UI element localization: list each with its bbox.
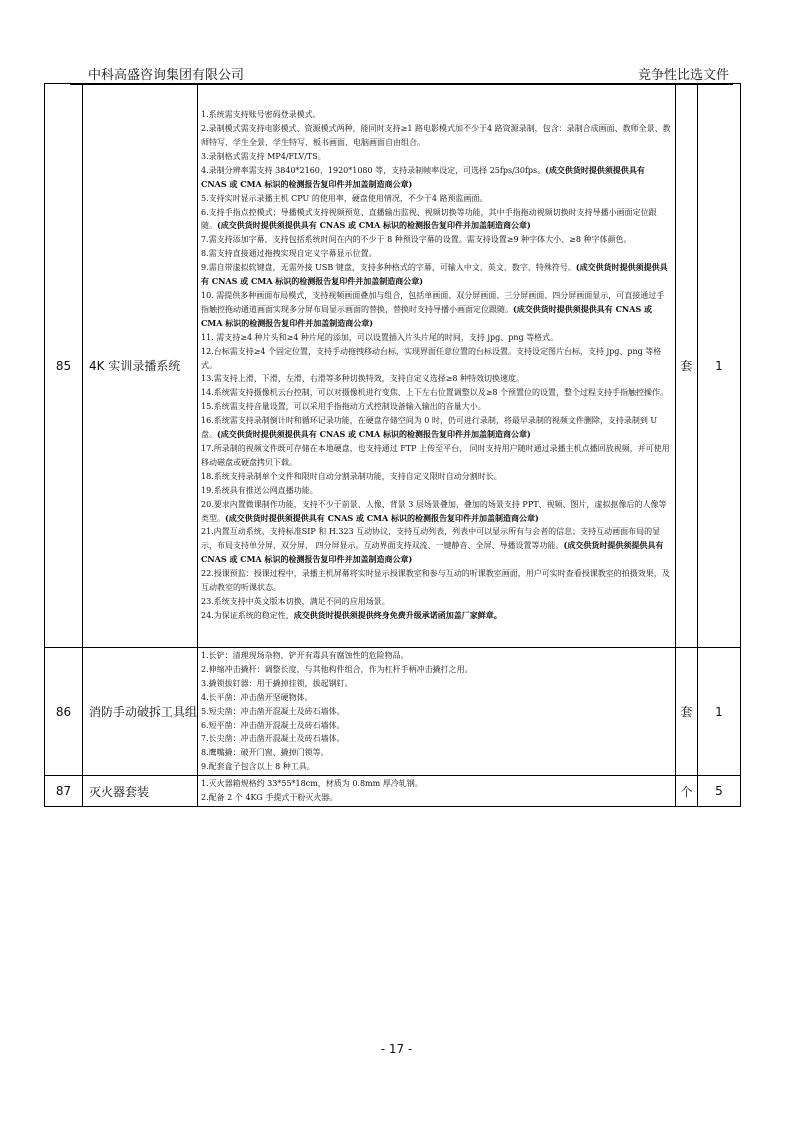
spec-text: 15.系统需支持音量设置，可以采用手指拖动方式控制设备输入输出的音量大小。 [201,402,486,412]
spec-line [201,122,672,150]
spec-text: 2.伸缩冲击撬杆：调整长度，与其他构件组合，作为杠杆手柄冲击撬打之用。 [201,664,473,674]
spec-line [201,705,672,719]
item-quantity: 1 [698,648,741,776]
spec-line [201,777,672,791]
spec-text: 9.需自带虚拟软键盘，无需外接 USB 键盘，支持多种格式的字幕，可输入中文、英文、数字、特殊符号。 [201,263,576,273]
spec-line [201,567,672,595]
spec-table [44,83,741,807]
item-unit: 套 [676,648,698,776]
spec-requirement-note: (成交供货时提供须提供具有 CNAS 或 CMA 标识的检测报告复印件并加盖制造商公章) [217,220,531,231]
item-quantity: 1 [698,84,741,648]
item-unit: 个 [676,776,698,807]
spec-line [201,498,672,526]
spec-line [201,345,672,373]
item-name: 消防手动破拆工具组 [83,648,198,776]
spec-text: 9.配套盒子包含以上 8 种工具。 [201,762,315,772]
spec-requirement-note: 成交供货时提供须提供终身免费升级承诺函加盖厂家鲜章。 [293,609,502,620]
spec-text: 12.台标需支持≥4 个固定位置，支持手动拖拽移动台标，实现界面任意位置的台标设置。支持设定图片台标，支持 jpg、png 等格式。 [201,346,662,370]
item-quantity: 5 [698,776,741,807]
row-number: 86 [45,648,83,776]
spec-line [201,732,672,746]
spec-line [201,150,672,164]
spec-text: 1.长铲：清理现场杂物，铲开有毒具有腐蚀性的危险物品。 [201,651,409,660]
spec-text: 20.要求内置微课制作功能，支持不少于前景、人像、背景 3 层场景叠加，叠加的场景支持 PPT、视频、图片，虚拟抠像后的人像等类型。 [201,499,667,523]
row-number: 87 [45,776,83,807]
spec-text: 5.支持实时显示录播主机 CPU 的使用率，硬盘使用情况，不少于4 路预监画面。 [201,193,488,203]
spec-requirement-note: (成交供货时提供须提供具有 CNAS 或 CMA 标识的检测报告复印件并加盖制造商公章) [225,512,539,523]
spec-line [201,760,672,774]
spec-requirement-note: (成交供货时提供须提供具有 CNAS 或 CMA 标识的检测报告复印件并加盖制造商公章) [201,164,645,189]
page-header [70,64,733,85]
table-row [45,776,741,807]
spec-requirement-note: (成交供货时提供须提供具有 CNAS 或 CMA 标识的检测报告复印件并加盖制造商公章) [201,262,668,287]
spec-text: 17.所录制的视频文件既可存储在本地硬盘，也支持通过 FTP 上传至平台， 同时支持用户随时通过录播主机点播回放视频，并可使用移动磁盘或硬盘拷贝下载。 [201,443,670,467]
spec-text: 7.需支持添加字幕，支持包括系统时间在内的不少于 8 种预设字幕的设置。需支持设置≥9 种字体大小、≥8 种字体颜色。 [201,235,632,245]
spec-line [201,164,672,192]
spec-line [201,791,672,805]
spec-line [201,206,672,234]
spec-line [201,247,672,261]
spec-line [201,414,672,442]
spec-line [201,663,672,677]
spec-line [201,331,672,345]
spec-text: 2.配备 2 个 4KG 手提式干粉灭火器。 [201,793,338,803]
page-number: - 17 - [380,1042,413,1056]
spec-text: 22.授课预监：授课过程中，录播主机屏幕将实时显示授课教室和参与互动的听课教室画面，用户可实时查看授课教室的拍摄效果，及互动教室的听课状态。 [201,569,670,593]
spec-line [201,192,672,206]
company-name: 中科高盛咨询集团有限公司 [88,68,245,83]
spec-line [201,108,672,122]
spec-line [201,719,672,733]
spec-line [201,525,672,567]
spec-text: 3.撬锁拔钉器：用于撬掉挂锁，拔起钢钉。 [201,678,353,688]
spec-text: 16.系统需支持录制倒计时和循环记录功能，在硬盘存储空间为 0 时，仍可进行录制，将最早录制的视频文件删除，支持录制到 U 盘。 [201,416,658,440]
spec-text: 1.灭火器箱规格约 33*55*18cm，材质为 0.8mm 厚冷轧钢。 [201,779,423,789]
item-specs [198,84,676,648]
spec-text: 14.系统需支持摄像机云台控制，可以对摄像机进行变焦、上下左右位置调整以及≥8 个预置位的设置，整个过程支持手指触控操作。 [201,388,669,398]
table-row [45,648,741,776]
spec-requirement-note: (成交供货时提供须提供具有 CNAS 或 CMA 标识的检测报告复印件并加盖制造商公章) [217,429,531,440]
item-name: 4K 实训录播系统 [83,84,198,648]
document-title: 竞争性比选文件 [637,68,729,83]
item-name: 灭火器套装 [83,776,198,807]
spec-line [201,470,672,484]
item-specs [198,776,676,807]
spec-text: 11. 需支持≥4 种片头和≥4 种片尾的添加，可以设置插入片头片尾的时间，支持 jpg、png 等格式。 [201,332,559,342]
spec-text: 3.录制格式需支持 MP4/FLV/TS。 [201,151,326,161]
spec-line [201,233,672,247]
spec-line [201,595,672,609]
spec-line [201,746,672,760]
spec-text: 19.系统具有推送公网直播功能。 [201,485,318,495]
spec-line [201,372,672,386]
item-unit: 套 [676,84,698,648]
spec-text: 1.系统需支持账号密码登录模式。 [201,110,321,120]
spec-text: 4.录制分辨率需支持 3840*2160、1920*1080 等，支持录制帧率设定，可选择 25fps/30fps。 [201,165,546,175]
spec-text: 7.长尖凿：冲击凿开混凝土及砖石墙体。 [201,734,345,744]
spec-line [201,400,672,414]
spec-text: 8.需支持直接通过拖拽实现自定义字幕显示位置。 [201,249,377,259]
spec-text: 5.短尖凿：冲击凿开混凝土及砖石墙体。 [201,706,345,716]
spec-line [201,386,672,400]
item-specs [198,648,676,776]
spec-text: 23.系统支持中英文版本切换，满足不同的应用场景。 [201,596,390,606]
spec-line [201,289,672,331]
spec-requirement-note: (成交供货时提供须提供具有 CNAS 或 CMA 标识的检测报告复印件并加盖制造商公章) [201,303,653,328]
spec-text: 6.短平凿：冲击凿开混凝土及砖石墙体。 [201,720,345,730]
spec-text: 18.系统支持录制单个文件和限时自动分割录制功能，支持自定义限时自动分割时长。 [201,471,502,481]
table-row [45,84,741,648]
spec-text: 13.需支持上滑、下滑、左滑、右滑等多种切换特效，支持自定义选择≥8 种特效切换速度。 [201,374,525,384]
spec-text: 10. 需提供多种画面布局模式，支持视频画面叠加与组合，包括单画面、双分屏画面、三分屏画面、四分屏画面显示，可直接通过手指触控拖动通道画面实现多分屏布局显示画面的替换，替换时支持导播小画面定位跟随。 [201,291,665,314]
spec-requirement-note: (成交供货时提供须提供具有 CNAS 或 CMA 标识的检测报告复印件并加盖制造商公章) [201,540,664,565]
spec-line [201,484,672,498]
spec-line [201,677,672,691]
spec-text: 2.录制模式需支持电影模式、资源模式两种，能同时支持≥1 路电影模式加不少于4 路资源录制，包含：录制合成画面、教师全景、教师特写、学生全景、学生特写、板书画面、电脑画面自由组合。 [201,124,671,148]
spec-text: 21.内置互动系统，支持标准SIP 和 H.323 互动协议，支持互动列表，列表中可以显示所有与会者的信息；支持互动画面布局的显示，布局支持单分屏，双分屏， 四分屏显示。互动界面支持双流、一键静音、全屏、导播设置等功能。 [201,527,661,551]
spec-text: 24.为保证系统的稳定性， [201,610,294,620]
spec-text: 6.支持手指点控模式；导播模式支持视频预览、直播输出监视、视频切换等功能，其中手指拖动视频切换时支持导播小画面定位跟随。 [201,207,657,231]
spec-line [201,261,672,289]
spec-line [201,691,672,705]
spec-text: 8.鹰嘴撬：破开门窗、撬掉门锁等。 [201,748,329,758]
row-number: 85 [45,84,83,648]
spec-text: 4.长平凿：冲击凿开坚硬物体。 [201,692,313,702]
spec-line [201,649,672,663]
spec-line [201,609,672,623]
spec-line [201,442,672,470]
